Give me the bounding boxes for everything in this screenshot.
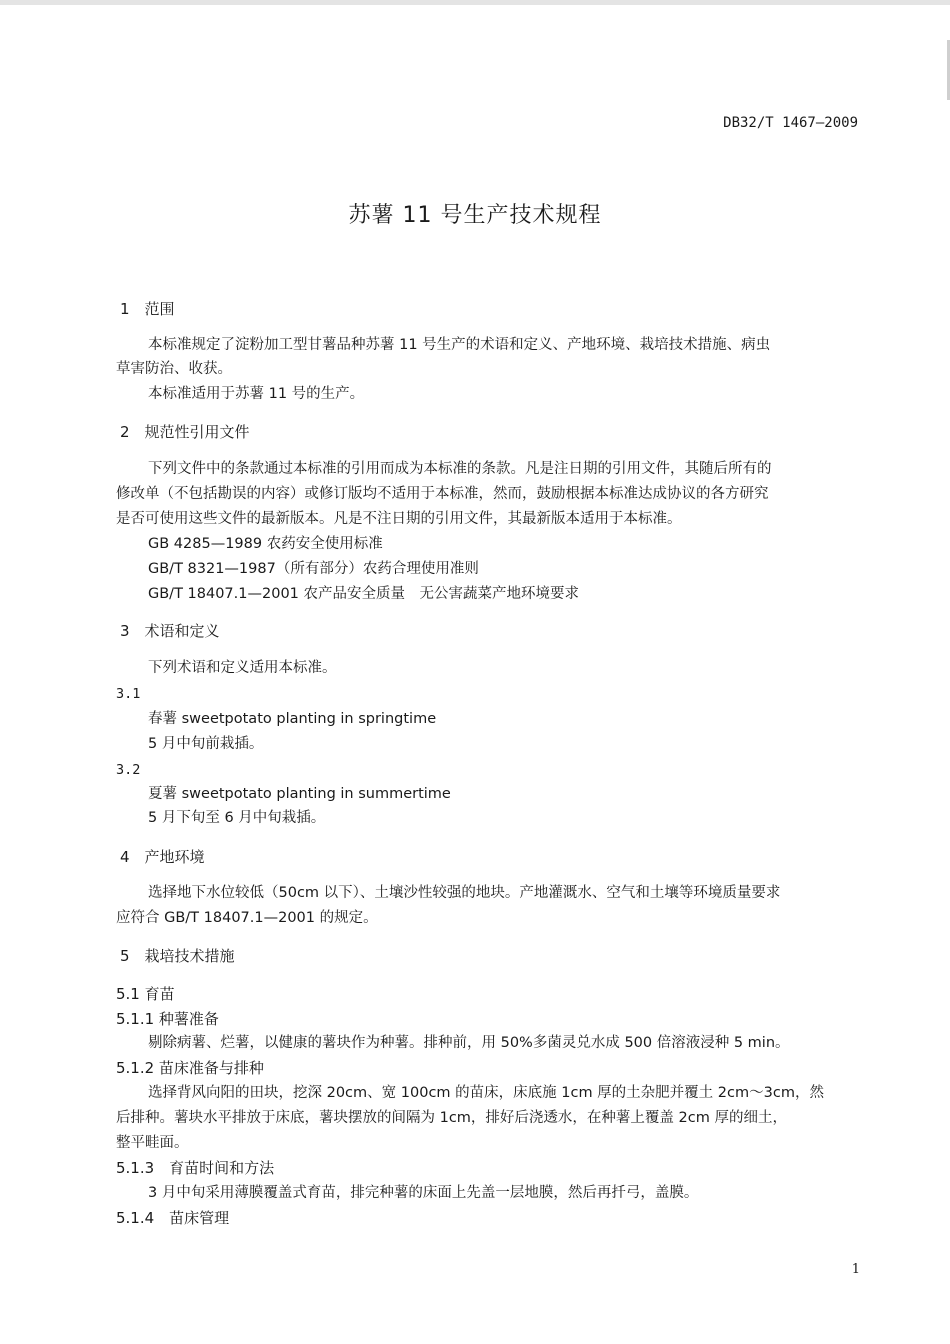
subsection-heading: 5.1.2 苗床准备与排种 — [116, 1059, 264, 1077]
reference-item: GB/T 18407.1—2001 农产品安全质量 无公害蔬菜产地环境要求 — [148, 586, 580, 602]
paragraph-line: 下列文件中的条款通过本标准的引用而成为本标准的条款。凡是注日期的引用文件，其随后所有的 — [148, 461, 772, 477]
subsection-heading: 5.1.1 种薯准备 — [116, 1010, 219, 1028]
page-number: 1 — [851, 1262, 860, 1277]
paragraph-line: 修改单（不包括勘误的内容）或修订版均不适用于本标准，然而，鼓励根据本标准达成协议的各方研究 — [116, 486, 769, 502]
paragraph-line: 3 月中旬采用薄膜覆盖式育苗，排完种薯的床面上先盖一层地膜，然后再扦弓，盖膜。 — [148, 1185, 699, 1201]
subsection-heading: 5.1.3 育苗时间和方法 — [116, 1159, 275, 1177]
section-heading-scope: 1 范围 — [120, 300, 175, 318]
term-number: 3.1 — [116, 686, 141, 702]
paragraph-line: 选择地下水位较低（50cm 以下）、土壤沙性较强的地块。产地灌溉水、空气和土壤等环境质量要求 — [148, 885, 781, 901]
standard-code: DB32/T 1467—2009 — [723, 115, 858, 131]
term-definition: 5 月中旬前栽插。 — [148, 736, 264, 752]
section-heading-environment: 4 产地环境 — [120, 848, 205, 866]
paragraph-line: 应符合 GB/T 18407.1—2001 的规定。 — [116, 910, 378, 926]
paragraph-line: 草害防治、收获。 — [116, 361, 232, 377]
reference-item: GB/T 8321—1987（所有部分）农药合理使用准则 — [148, 561, 479, 577]
page-title: 苏薯 11 号生产技术规程 — [348, 203, 602, 228]
paragraph-line: 整平畦面。 — [116, 1135, 189, 1151]
section-heading-references: 2 规范性引用文件 — [120, 423, 250, 441]
paragraph-line: 剔除病薯、烂薯，以健康的薯块作为种薯。排种前，用 50%多菌灵兑水成 500 倍溶液浸种 5 min。 — [148, 1035, 790, 1051]
paragraph-line: 本标准适用于苏薯 11 号的生产。 — [148, 386, 365, 402]
section-heading-terms: 3 术语和定义 — [120, 622, 220, 640]
paragraph-line: 下列术语和定义适用本标准。 — [148, 660, 337, 676]
paragraph-line: 是否可使用这些文件的最新版本。凡是不注日期的引用文件，其最新版本适用于本标准。 — [116, 511, 682, 527]
term-number: 3.2 — [116, 762, 141, 778]
scan-edge — [0, 0, 950, 5]
section-heading-cultivation: 5 栽培技术措施 — [120, 947, 235, 965]
subsection-heading: 5.1 育苗 — [116, 985, 175, 1003]
term-name: 春薯 sweetpotato planting in springtime — [148, 711, 437, 727]
term-definition: 5 月下旬至 6 月中旬栽插。 — [148, 810, 326, 826]
paragraph-line: 选择背风向阳的田块，挖深 20cm、宽 100cm 的苗床，床底施 1cm 厚的土杂肥并覆土 2cm～3cm，然 — [148, 1085, 824, 1101]
paragraph-line: 本标准规定了淀粉加工型甘薯品种苏薯 11 号生产的术语和定义、产地环境、栽培技术措施、病虫 — [148, 337, 771, 353]
paragraph-line: 后排种。薯块水平排放于床底，薯块摆放的间隔为 1cm，排好后浇透水，在种薯上覆盖 2cm 厚的细土， — [116, 1110, 787, 1126]
subsection-heading: 5.1.4 苗床管理 — [116, 1209, 230, 1227]
reference-item: GB 4285—1989 农药安全使用标准 — [148, 536, 383, 552]
term-name: 夏薯 sweetpotato planting in summertime — [148, 786, 451, 802]
